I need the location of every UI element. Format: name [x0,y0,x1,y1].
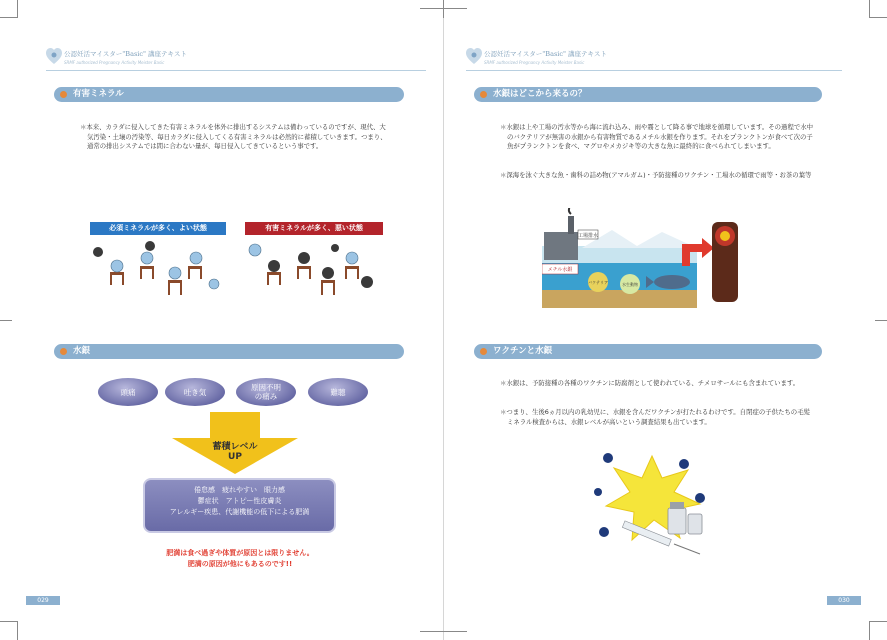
header-title: 公認妊活マイスター"Basic" 講座テキスト [64,50,187,58]
vaccine-illustration [592,448,712,556]
plankton-label: 水生動物 [622,282,638,287]
symptom-oval: 原因不明 の痛み [236,378,296,406]
chair-icon [267,266,359,295]
factory-label: 工場排水 [577,233,599,239]
section-title: 水銀 [73,346,91,356]
symptom-oval: 難聴 [308,378,368,406]
section-bullet-dot [60,91,67,98]
bullet-paragraph: ＊つまり、生後6ヵ月以内の乳幼児に、水銀を含んだワクチンが打たれるわけです。自閉症の子供たちの毛髪ミネラル検査からは、水銀レベルが高いという調査結果も出ています。 [500,408,810,426]
section-bullet-dot [480,91,487,98]
bullet-text: つまり、生後6ヵ月以内の乳幼児に、水銀を含んだワクチンが打たれるわけです。自閉症の子供たちの毛髪ミネラル検査からは、水銀レベルが高いという調査結果も出ています。 [506,408,810,426]
methyl-mercury-label: メチル水銀 [547,267,573,273]
symptom-oval: 頭痛 [98,378,158,406]
page-number: 029 [26,596,60,605]
bullet-text: 深海を泳ぐ大きな魚・歯科の詰め物(アマルガム)・予防接種のワクチン・工場水の循環で雨等・お茶の葉等 [506,171,812,179]
bad-state-label: 有害ミネラルが多く、悪い状態 [245,222,383,235]
bullet-paragraph: ＊水銀は上や工場の汚水等から海に流れ込み、雨や霧として降る事で地球を循環しています。その過程で水中のバクテリアが無害の水銀から有害物質であるメチル水銀を作ります。それをプランクトンが食べて次の子魚がプランクトンを食べ、マグロやメカジキ等の大きな魚に最終的に食べられてしまいます。 [500,123,814,151]
section-bar [54,344,404,359]
accumulation-up-label: UP [228,452,242,462]
header-subtitle: SRMF authorized Pregnancy Activity Meister Basic [64,60,165,65]
bad-minerals-illustration [245,238,385,300]
paragraph: ＊本来、カラダに侵入してきた有害ミネラルを体外に排出するシステムは備わっているのですが、現代、大気汚染・土壌の汚染等、毎日カラダに侵入してくる有害ミネラルは必然的に蓄積していきます。つまり、通常の排出システムでは間に合わない量が、毎日侵入してきているという事です。 [80,123,387,151]
header-rule [46,70,426,71]
effect-line: アレルギー疾患、代謝機能の低下による肥満 [169,508,310,516]
effect-line: 倦怠感 疲れやすい 眼力感 [194,486,285,494]
accumulation-label: 蓄積レベル [212,442,258,452]
bullet-paragraph: ＊水銀は、予防接種の各種のワクチンに防腐剤として使われている、チメロサールにも含まれています。 [500,379,800,387]
bacteria-label: バクテリア [588,280,608,285]
warning-line: 肥満は食べ過ぎや体質が原因とは限りません。 [166,549,314,557]
good-state-label: 必須ミネラルが多く、よい状態 [90,222,226,235]
left-page [0,0,443,640]
paragraph-text: 本来、カラダに侵入してきた有害ミネラルを体外に排出するシステムは備わっているのですが、現代、大気汚染・土壌の汚染等、毎日カラダに侵入してくる有害ミネラルは必然的に蓄積していきます。つまり、通常の排出システムでは間に合わない量が、毎日侵入してきているという事です。 [86,123,387,151]
header-subtitle: SRMF authorized Pregnancy Activity Meister Basic [484,60,585,65]
header-title: 公認妊活マイスター"Basic" 講座テキスト [484,50,607,58]
bullet-paragraph: ＊深海を泳ぐ大きな魚・歯科の詰め物(アマルガム)・予防接種のワクチン・工場水の循環で雨等・お茶の葉等 [500,171,812,179]
page-number: 030 [827,596,861,605]
header-rule [466,70,842,71]
bullet-text: 水銀は、予防接種の各種のワクチンに防腐剤として使われている、チメロサールにも含まれています。 [506,379,800,387]
section-title: 水銀はどこから来るの？ [493,89,587,99]
logo-heart-icon [466,48,482,66]
effects-box [143,478,336,533]
mineral-character-icon [111,252,219,289]
section-bullet-dot [480,348,487,355]
section-title: 有害ミネラル [73,89,124,99]
effect-line: 鬱症状 アトピー性皮膚炎 [197,497,282,505]
chair-icon [110,266,202,295]
symptom-oval: 吐き気 [165,378,225,406]
good-minerals-illustration [88,238,228,300]
right-page [444,0,887,640]
bullet-text: 水銀は上や工場の汚水等から海に流れ込み、雨や霧として降る事で地球を循環しています。その過程で水中のバクテリアが無害の水銀から有害物質であるメチル水銀を作ります。それをプランクトンが食べて次の子魚がプランクトンを食べ、マグロやメカジキ等の大きな魚に最終的に食べられてしまいます。 [506,123,814,151]
warning-line: 肥満の原因が他にもあるのです!! [187,560,293,568]
section-bullet-dot [60,348,67,355]
logo-heart-icon [46,48,62,66]
factory-icon [544,208,578,260]
section-title: ワクチンと水銀 [493,346,553,356]
mercury-cycle-illustration [542,208,747,308]
